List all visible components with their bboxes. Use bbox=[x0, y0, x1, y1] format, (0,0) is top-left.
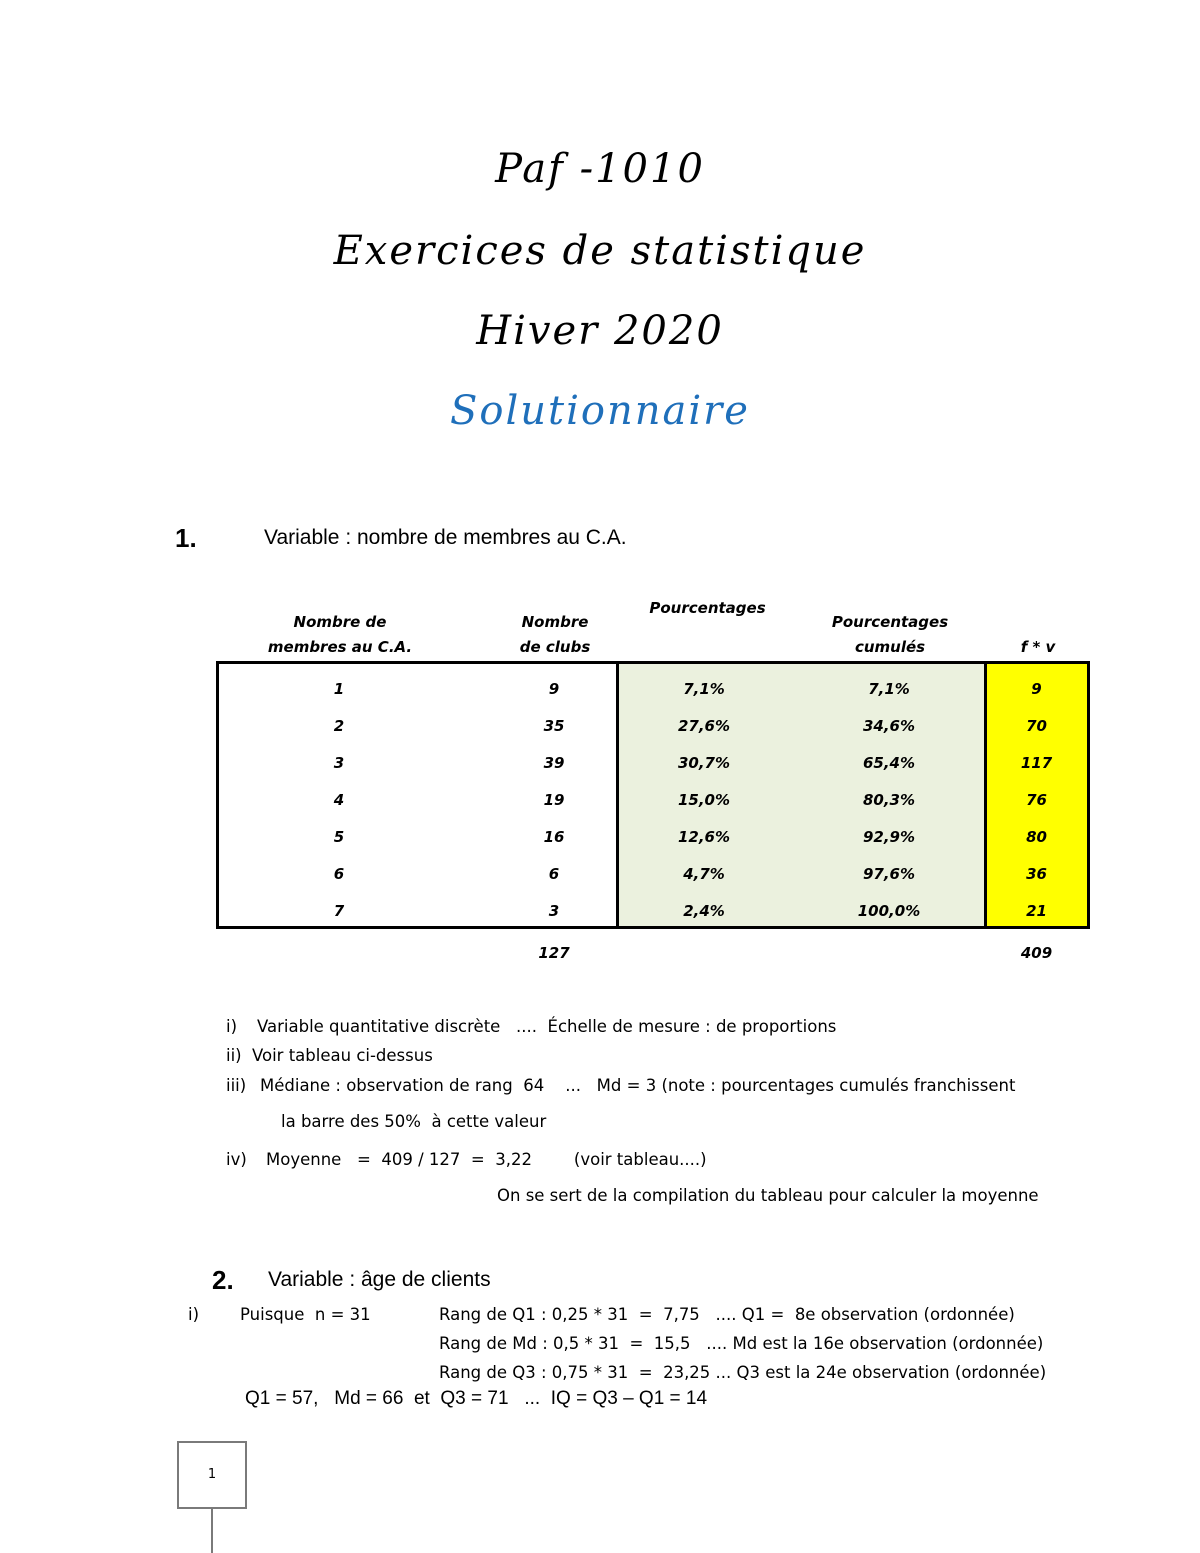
table-body bbox=[219, 672, 1087, 931]
cell-cumulative: 7,1% bbox=[868, 680, 910, 698]
cell-members: 3 bbox=[333, 754, 345, 772]
q2-result: Q1 = 57, Md = 66 et Q3 = 71 ... IQ = Q3 – Q1 = 14 bbox=[245, 1388, 708, 1409]
question-2-variable: Variable : âge de clients bbox=[268, 1268, 491, 1291]
solution-heading: Solutionnaire bbox=[450, 388, 750, 434]
answer-i-label: i) bbox=[226, 1017, 238, 1036]
cell-percent: 7,1% bbox=[683, 680, 725, 698]
question-1-number: 1. bbox=[175, 523, 197, 553]
page-number: 1 bbox=[207, 1467, 217, 1482]
answer-iii-continuation: la barre des 50% à cette valeur bbox=[281, 1112, 547, 1131]
cell-cumulative: 100,0% bbox=[857, 902, 921, 920]
cell-percent: 30,7% bbox=[677, 754, 731, 772]
cell-fv: 76 bbox=[1026, 791, 1047, 809]
cell-clubs: 19 bbox=[543, 791, 565, 809]
cell-clubs: 16 bbox=[543, 828, 565, 846]
cell-members: 7 bbox=[333, 902, 345, 920]
answer-i-text: Variable quantitative discrète .... Échelle de mesure : de proportions bbox=[257, 1017, 837, 1036]
q2-sample-size: Puisque n = 31 bbox=[240, 1305, 371, 1324]
header-members: Nombre de membres au C.A. bbox=[267, 613, 413, 656]
cell-percent: 2,4% bbox=[683, 902, 725, 920]
header-percent: Pourcentages bbox=[649, 599, 766, 617]
table-row bbox=[219, 820, 1087, 857]
cell-clubs: 35 bbox=[543, 717, 565, 735]
cell-members: 4 bbox=[333, 791, 345, 809]
cell-members: 6 bbox=[333, 865, 345, 883]
cell-cumulative: 92,9% bbox=[862, 828, 916, 846]
cell-cumulative: 34,6% bbox=[862, 717, 916, 735]
answer-iii-label: iii) bbox=[226, 1076, 247, 1095]
q2-i-label: i) bbox=[188, 1305, 200, 1324]
q2-rank-q3: Rang de Q3 : 0,75 * 31 = 23,25 ... Q3 est la 24e observation (ordonnée) bbox=[439, 1363, 1047, 1382]
cell-members: 2 bbox=[333, 717, 345, 735]
header-cumulative: Pourcentages cumulés bbox=[831, 613, 949, 656]
answer-iv-text: Moyenne = 409 / 127 = 3,22 (voir tableau....) bbox=[266, 1150, 707, 1169]
cell-cumulative: 97,6% bbox=[862, 865, 916, 883]
table-row bbox=[219, 783, 1087, 820]
cell-fv: 9 bbox=[1031, 680, 1042, 698]
cell-members: 5 bbox=[333, 828, 345, 846]
document-title: Exercices de statistique bbox=[333, 228, 867, 274]
answer-ii-text: Voir tableau ci-dessus bbox=[252, 1046, 433, 1065]
cell-fv: 36 bbox=[1026, 865, 1047, 883]
cell-cumulative: 65,4% bbox=[862, 754, 916, 772]
cell-fv: 80 bbox=[1026, 828, 1047, 846]
answer-iii-text: Médiane : observation de rang 64 ... Md = 3 (note : pourcentages cumulés franchissent bbox=[260, 1076, 1016, 1095]
question-2-number: 2. bbox=[212, 1265, 234, 1295]
header-fv: f * v bbox=[1020, 638, 1056, 656]
table-row bbox=[219, 709, 1087, 746]
cell-members: 1 bbox=[333, 680, 345, 698]
cell-clubs: 39 bbox=[543, 754, 565, 772]
q2-rank-q1: Rang de Q1 : 0,25 * 31 = 7,75 .... Q1 = 8e observation (ordonnée) bbox=[439, 1305, 1015, 1324]
cell-fv: 21 bbox=[1026, 902, 1047, 920]
cell-cumulative: 80,3% bbox=[862, 791, 916, 809]
answer-iv-label: iv) bbox=[226, 1150, 247, 1169]
total-clubs: 127 bbox=[538, 944, 570, 962]
table-row bbox=[219, 894, 1087, 931]
cell-clubs: 6 bbox=[548, 865, 560, 883]
cell-clubs: 3 bbox=[548, 902, 560, 920]
question-1-variable: Variable : nombre de membres au C.A. bbox=[264, 526, 627, 549]
cell-percent: 4,7% bbox=[683, 865, 725, 883]
total-fv: 409 bbox=[1020, 944, 1053, 962]
answer-note: On se sert de la compilation du tableau pour calculer la moyenne bbox=[497, 1186, 1039, 1205]
page-number-box bbox=[177, 1441, 247, 1509]
cell-clubs: 9 bbox=[548, 680, 560, 698]
cell-fv: 117 bbox=[1020, 754, 1053, 772]
course-code: Paf -1010 bbox=[495, 146, 705, 192]
table-row bbox=[219, 746, 1087, 783]
cell-percent: 12,6% bbox=[677, 828, 731, 846]
answer-ii-label: ii) bbox=[226, 1046, 242, 1065]
q2-rank-md: Rang de Md : 0,5 * 31 = 15,5 .... Md est la 16e observation (ordonnée) bbox=[439, 1334, 1044, 1353]
header-clubs: Nombre de clubs bbox=[519, 613, 591, 656]
cell-percent: 15,0% bbox=[677, 791, 731, 809]
table-row bbox=[219, 672, 1087, 709]
cell-fv: 70 bbox=[1026, 717, 1047, 735]
table-row bbox=[219, 857, 1087, 894]
term-label: Hiver 2020 bbox=[476, 308, 724, 354]
cell-percent: 27,6% bbox=[677, 717, 731, 735]
page-number-connector bbox=[211, 1509, 213, 1553]
